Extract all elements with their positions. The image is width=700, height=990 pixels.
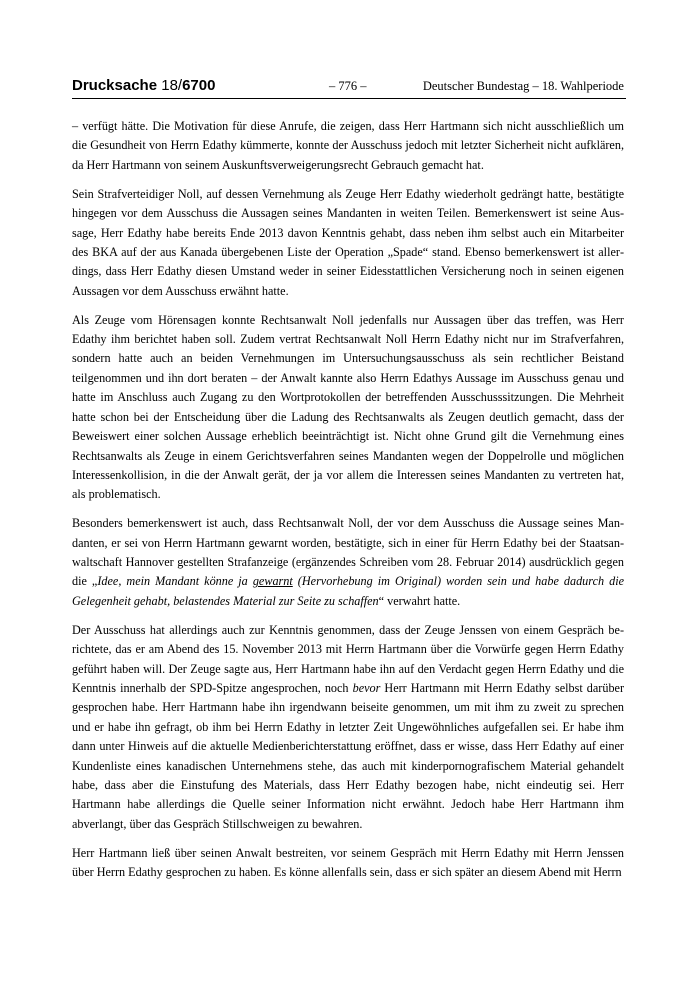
emphasis-word: bevor (352, 680, 381, 695)
paragraph-1: – verfügt hätte. Die Motivation für diese Anrufe, die zeigen, dass Herr Hartmann sich nicht ausschließlich um die Gesundheit von Herrn Edathy kümmerte, konnte der Ausschuss jedoch mit letzter Sicherheit nicht aufklären, da Herr Hartmann von seinem Auskunftsverweigerungsrecht Gebrauch gemacht hat. (72, 119, 624, 172)
institution-label: Deutscher Bundestag – 18. Wahlperiode (422, 79, 624, 93)
paragraph-4-text-a: Besonders bemerkenswert ist auch, dass Rechtsanwalt Noll, der vor dem Ausschuss die Aussage seines Mandanten, er sei von Herrn Hartmann gewarnt worden, bestätigte, sich in einer für Herrn Edathy bei der Staatsanwaltschaft Hannover gestellten Strafanzeige (ergänzendes Schreiben vom 28. Februar 2014) ausdrücklich gegen die „ (72, 516, 624, 589)
paragraph-2: Sein Strafverteidiger Noll, auf dessen Vernehmung als Zeuge Herr Edathy wiederholt gedrängt hatte, bestätigte hingegen vor dem Ausschuss die Aussagen seines Mandanten in weiten Teilen. Bemerkenswert ist seine Aussage, Herr Edathy habe bereits Ende 2013 davon Kenntnis gehabt, dass neben ihm selbst auch ein Mitarbeiter des BKA auf der aus Kanada übergebenen Liste der Operation „Spade“ stand. Ebenso bemerkenswert ist allerdings, dass Herr Edathy diesen Umstand weder in seiner Eidesstattlichen Versicherung noch in seinen eigenen Aussagen vor dem Ausschuss erwähnt hatte. (72, 186, 624, 298)
doc-label: Drucksache (72, 77, 158, 94)
paragraph-5-text-b: Herr Hartmann mit Herrn Edathy selbst darüber gesprochen habe. Herr Hartmann habe ihn irgendwann beiseite genommen, um mit ihm zu zweit zu sprechen und er habe ihn gefragt, ob ihm bei Herrn Edathy in letzter Zeit Ungewöhnliches aufgefallen sei. Er habe ihm dann unter Hinweis auf die aktuelle Medienberichterstattung eröffnet, dass er wisse, dass Herr Edathy auf einer Kundenliste eines kanadischen Unternehmens stehe, das auch mit kinderpornografischem Material gehandelt habe, dass aber die Einstufung des Materials, dass Herr Edathy bezogen habe, nicht eindeutig sei. Herr Hartmann habe allerdings die Quelle seiner Information nicht erwähnt. Jedoch habe Herr Hartmann ihm abverlangt, über das Gespräch Stillschweigen zu bewahren. (72, 680, 625, 831)
page-header (72, 77, 626, 99)
paragraph-6: Herr Hartmann ließ über seinen Anwalt bestreiten, vor seinem Gespräch mit Herrn Edathy mit Herrn Jenssen über Herrn Edathy gesprochen zu haben. Es könne allenfalls sein, dass er sich später an diesem Abend mit Herrn (72, 845, 624, 880)
quote-underlined-word: gewarnt (252, 574, 293, 589)
paragraph-5 (72, 621, 624, 834)
paragraph-4 (72, 514, 624, 611)
body-text (72, 117, 624, 892)
paragraph-5-text-a: Der Ausschuss hat allerdings auch zur Kenntnis genommen, dass der Zeuge Jenssen von einem Gespräch berichtete, das er am Abend des 15. November 2013 mit Herrn Hartmann über die Vorwürfe gegen Herrn Edathy geführt haben will. Der Zeuge sagte aus, Herr Hartmann habe ihn auf den Verdacht gegen Herrn Edathy und die Kenntnis innerhalb der SPD-Spitze angesprochen, noch (72, 622, 624, 695)
quote-italic (72, 574, 624, 607)
paragraph-3: Als Zeuge vom Hörensagen konnte Rechtsanwalt Noll jedenfalls nur Aussagen über das treffen, was Herr Edathy ihm berichtet haben soll. Zudem vertrat Rechtsanwalt Noll Herrn Edathy nicht nur im Strafverfahren, sondern hatte auch an beiden Vernehmungen im Untersuchungsausschuss als sein rechtlicher Beistand teilgenommen und ihn dort beraten – der Anwalt kannte also Herrn Edathys Aussage im Ausschuss genau und hatte im Anschluss auch Zugang zu den Wortprotokollen der betreffenden Ausschusssitzungen. Die Mehrheit hatte schon bei der Entscheidung über die Ladung des Rechtsanwalts als Zeugen deutlich gemacht, dass der Beweiswert einer solchen Aussage erheblich beeinträchtigt ist. Nicht ohne Grund gilt die Vernehmung eines Rechtsanwalts als Zeuge in einem Gerichtsverfahren seines Mandanten wegen der Doppelrolle und möglichen Interessenkollision, in die der Anwalt gerät, der ja vor allem die Interessen seines Mandanten zu vertreten hat, als problematisch. (72, 312, 624, 502)
quote-part-a: Idee, mein Mandant könne ja (97, 574, 253, 589)
header-rule (72, 98, 626, 99)
doc-num-b: 6700 (182, 77, 216, 94)
paragraph-4-text-b: “ verwahrt hatte. (378, 593, 461, 608)
page-number: – 776 – (329, 79, 367, 93)
document-number (72, 77, 215, 94)
doc-num-a: 18/ (161, 77, 183, 94)
quote-part-b: (Hervorhebung im Original) worden sein und habe dadurch die Gelegenheit gehabt, belastendes Material zur Seite zu schaffen (72, 574, 624, 608)
